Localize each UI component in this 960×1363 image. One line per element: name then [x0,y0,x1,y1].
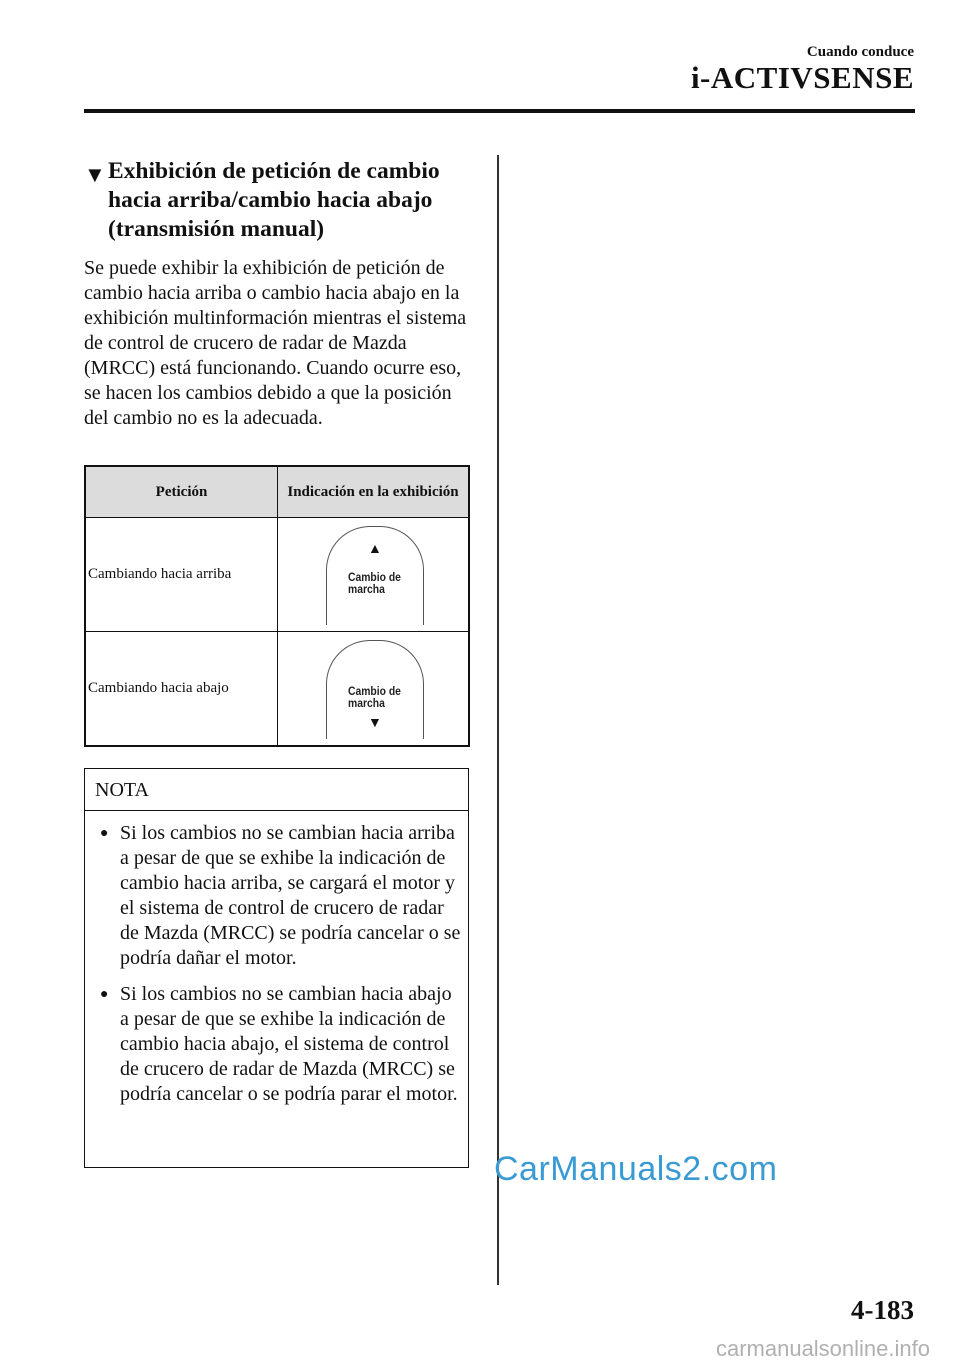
table-row [85,518,469,632]
indicator-label-line1: Cambio de [348,572,401,584]
note-item-text: Si los cambios no se cambian hacia arriba a pesar de que se exhibe la indicación de cambio hacia arriba, se cargará el motor y el sistema de control de crucero de radar de Mazda (MRCC) se podría cancelar o se podría dañar el motor. [120,822,461,969]
header-section-title: i-ACTIVSENSE [690,60,914,95]
table-row [85,632,469,747]
indicator-label-line1: Cambio de [348,686,401,698]
header-rule [84,109,915,113]
note-list [85,811,468,1107]
table-cell-request: Cambiando hacia arriba [85,518,278,632]
shift-indicator-downshift [326,640,424,739]
note-box [84,768,469,1168]
table-cell-indicator [278,632,470,747]
table-cell-indicator [278,518,470,632]
table-header-display: Indicación en la exhibición [278,466,470,518]
indicator-label-line2: marcha [348,584,385,596]
section-heading [84,157,484,244]
header-chapter: Cuando conduce [806,44,914,60]
page-number: 4-183 [851,1295,914,1325]
list-item [97,982,462,1107]
note-title: NOTA [85,769,468,811]
section-heading-text: Exhibición de petición de cambio hacia arriba/cambio hacia abajo (transmisión manual) [108,158,440,242]
triangle-down-icon: ▼ [84,162,106,187]
footer-url: carmanualsonline.info [715,1336,930,1361]
column-divider [497,155,499,1285]
list-item [97,821,462,971]
note-item-text: Si los cambios no se cambian hacia abajo a pesar de que se exhibe la indicación de cambio hacia abajo, el sistema de control de crucero de radar de Mazda (MRCC) se podría cancelar o se podría parar el motor. [120,983,458,1105]
triangle-up-icon: ▲ [368,542,382,557]
section-body-text: Se puede exhibir la exhibición de petición de cambio hacia arriba o cambio hacia abajo en la exhibición multinformación mientras el sistema de control de crucero de radar de Mazda (MRCC) está funcionando. Cuando ocurre eso, se hacen los cambios debido a que la posición del cambio no es la adecuada. [84,257,467,429]
table-header-row [85,466,469,518]
bullet-icon: ● [100,987,109,1002]
table-header-request: Petición [85,466,278,518]
triangle-down-icon: ▼ [368,716,382,731]
shift-request-table [84,465,470,747]
table-cell-request: Cambiando hacia abajo [85,632,278,747]
indicator-label-line2: marcha [348,698,385,710]
shift-indicator-upshift [326,526,424,625]
watermark: CarManuals2.com [494,1150,778,1188]
bullet-icon: ● [100,826,109,841]
